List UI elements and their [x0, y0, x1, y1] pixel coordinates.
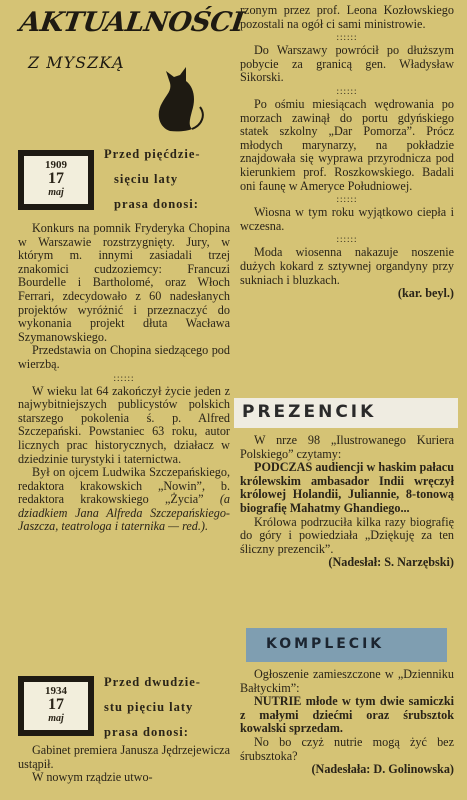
date-year: 1909 — [45, 159, 67, 171]
left-column-1909 — [18, 222, 230, 534]
signature: (Nadesłała: D. Golinowska) — [311, 762, 454, 777]
date-box-1909 — [18, 150, 94, 210]
separator: :::::: — [336, 234, 358, 245]
paragraph: Przedstawia on Chopina siedzącego pod wierzbą. — [18, 343, 230, 371]
quoted-paragraph: PODCZAS audiencji w haskim pałacu królewskim ambasador Indii wręczył królowej Holandii, Juliannie, 8-tonową biografię Mahatmy Ghandiego... — [240, 460, 454, 515]
column-subtitle: Z MYSZKĄ — [28, 53, 125, 72]
paragraph: Gabinet premiera Janusza Jędrzejewicza ustąpił. — [18, 743, 230, 771]
date-month: maj — [48, 713, 64, 724]
date-box-1934 — [18, 676, 94, 736]
left-column-1934 — [18, 744, 230, 785]
cat-icon — [148, 53, 208, 133]
komplecik-title: KOMPLECIK — [266, 636, 385, 652]
separator: :::::: — [336, 194, 358, 205]
date-day: 17 — [48, 696, 64, 713]
paragraph: W nrze 98 „Ilustrowanego Kuriera Polskiego” czytamy: — [240, 433, 454, 461]
right-column — [240, 4, 454, 301]
intro-line: prasa donosi: — [114, 197, 199, 211]
paragraph — [18, 466, 230, 534]
prezencik-heading-box — [234, 398, 458, 428]
paragraph: rzonym przez prof. Leona Kozłowskiego pozostali na ogół ci sami ministrowie. — [240, 3, 454, 31]
intro-line: stu pięciu laty — [104, 700, 194, 714]
paragraph: Konkurs na pomnik Fryderyka Chopina w Warszawie rozstrzygnięty. Jury, w którym m. innymi zasiadali trzej znakomici cudzoziemcy: Francuzi Bourdelle i Bartholomé, oraz Włoch Ferrari, zdecydowało z 60 nadesłanych projektów wyróżnić i przeznaczyć do wykonania projekt dłuta Wacława Szymanowskiego. — [18, 221, 230, 344]
komplecik-section — [240, 668, 454, 777]
intro-line: sięciu laty — [114, 172, 179, 186]
date-month: maj — [48, 187, 64, 198]
intro-line: Przed pięćdzie- — [104, 147, 201, 161]
paragraph: Do Warszawy powrócił po dłuższym pobycie za granicą gen. Władysław Sikorski. — [240, 43, 454, 85]
separator: :::::: — [336, 85, 358, 96]
paragraph: W wieku lat 64 zakończył życie jeden z najwybitniejszych publicystów polskich starszego pokolenia ś. p. Alfred Szczepański. Powstaniec 63 roku, autor licznych prac historycznych, działacz w dziedzinie turystyki i taternictwa. — [18, 383, 230, 466]
intro-1934 — [104, 670, 230, 745]
signature: (Nadesłał: S. Narzębski) — [328, 555, 454, 570]
intro-line: Przed dwudzie- — [104, 675, 201, 689]
prezencik-section — [240, 434, 454, 570]
paragraph: Moda wiosenna nakazuje noszenie dużych kokard z sztywnej organdyny przy sukniach i bluzkach. — [240, 245, 454, 287]
signature: (kar. beyl.) — [397, 286, 454, 301]
date-day: 17 — [48, 170, 64, 187]
paragraph: Ogłoszenie zamieszczone w „Dzienniku Bałtyckim”: — [240, 667, 454, 695]
quoted-paragraph: NUTRIE młode w tym dwie samiczki z małymi dziećmi oraz śrubsztok kowalski sprzedam. — [240, 694, 454, 736]
column-title: AKTUALNOŚCI — [17, 7, 246, 38]
paragraph: W nowym rządzie utwo- — [32, 770, 153, 785]
text-run: Był on ojcem Ludwika Szczepańskiego, redaktora krakowskich „Nowin”, b. redaktora krakowskiego „Życia” — [18, 465, 230, 507]
date-year: 1934 — [45, 685, 67, 697]
column-header — [14, 5, 246, 135]
intro-line: prasa donosi: — [104, 725, 189, 739]
paragraph: Wiosna w tym roku wyjątkowo ciepła i wczesna. — [240, 205, 454, 233]
paragraph: Po ośmiu miesiącach wędrowania po morzach zawinął do portu gdyńskiego statek szkolny „Dar Pomorza”. Prócz młodych marynarzy, na pokładzie znajdowała się wyprawa przyrodnicza pod kierunkiem prof. Roszkowskiego. Badali oni faunę w Ameryce Południowej. — [240, 96, 454, 193]
paragraph: No bo czyż nutrie mogą żyć bez śrubsztoka? — [240, 734, 454, 763]
editor-note: (a dziadkiem Jana Alfreda Szczepańskiego-Jaszcza, teatrologa i taternika — red.). — [18, 492, 230, 534]
paragraph: Królowa podrzuciła kilka razy biografię do góry i powiedziała „Dziękuję za ten śliczny prezencik”. — [240, 514, 454, 556]
separator: :::::: — [113, 372, 135, 383]
komplecik-heading-box — [246, 628, 447, 662]
separator: :::::: — [336, 32, 358, 43]
intro-1909 — [104, 142, 228, 217]
prezencik-title: PREZENCIK — [242, 402, 377, 422]
